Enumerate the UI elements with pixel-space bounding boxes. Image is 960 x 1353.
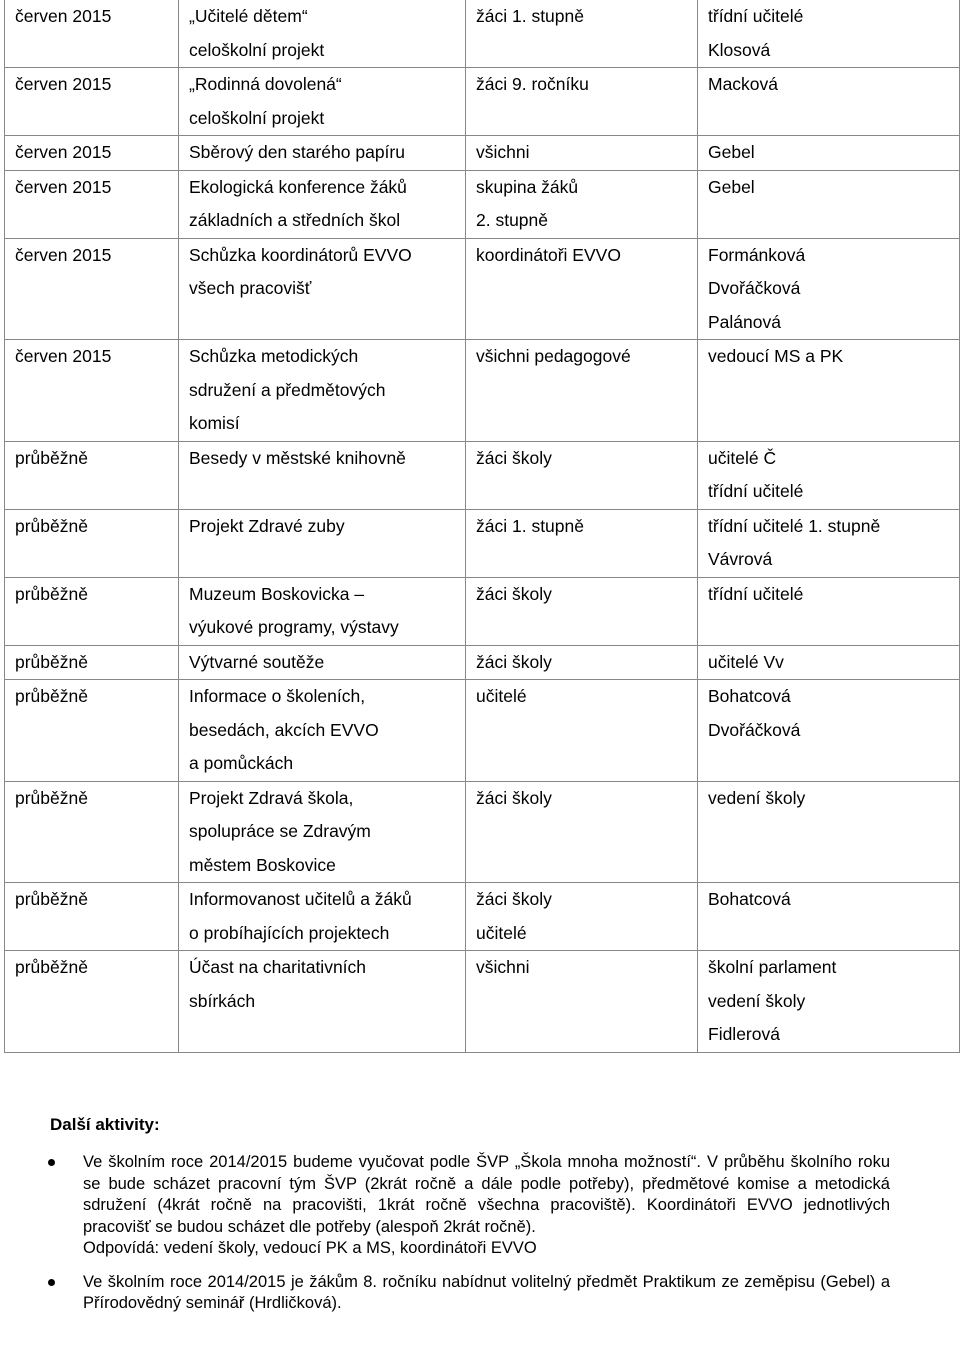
activity-plan-body — [5, 0, 960, 1052]
cell-activity: Informace o školeních, besedách, akcích EVVO a pomůckách — [179, 680, 466, 782]
cell-date: průběžně — [5, 680, 179, 782]
cell-date: průběžně — [5, 883, 179, 951]
cell-responsible: vedení školy — [698, 781, 960, 883]
cell-participants: žáci školy — [466, 577, 698, 645]
cell-responsible: Formánková Dvořáčková Palánová — [698, 238, 960, 340]
cell-date: průběžně — [5, 577, 179, 645]
cell-participants: všichni pedagogové — [466, 340, 698, 442]
cell-responsible: vedoucí MS a PK — [698, 340, 960, 442]
table-row — [5, 509, 960, 577]
activity-plan-table — [4, 0, 960, 1053]
bullet-text: Ve školním roce 2014/2015 je žákům 8. ročníku nabídnut volitelný předmět Praktikum ze zeměpisu (Gebel) a Přírodovědný seminář (Hrdličková). — [83, 1272, 890, 1312]
table-row — [5, 238, 960, 340]
cell-participants: všichni — [466, 136, 698, 171]
table-row — [5, 577, 960, 645]
cell-activity: Informovanost učitelů a žáků o probíhajících projektech — [179, 883, 466, 951]
cell-date: průběžně — [5, 509, 179, 577]
cell-responsible: učitelé Vv — [698, 645, 960, 680]
cell-date: průběžně — [5, 441, 179, 509]
cell-responsible: Bohatcová Dvořáčková — [698, 680, 960, 782]
cell-responsible: Gebel — [698, 170, 960, 238]
cell-responsible: Gebel — [698, 136, 960, 171]
cell-participants: žáci školy učitelé — [466, 883, 698, 951]
cell-activity: Sběrový den starého papíru — [179, 136, 466, 171]
cell-date: červen 2015 — [5, 238, 179, 340]
cell-date: průběžně — [5, 951, 179, 1053]
cell-date: červen 2015 — [5, 136, 179, 171]
cell-date: červen 2015 — [5, 340, 179, 442]
cell-activity: Besedy v městské knihovně — [179, 441, 466, 509]
cell-activity: Schůzka koordinátorů EVVO všech pracovišť — [179, 238, 466, 340]
cell-activity: Schůzka metodických sdružení a předmětových komisí — [179, 340, 466, 442]
table-row — [5, 680, 960, 782]
cell-activity: Projekt Zdravé zuby — [179, 509, 466, 577]
cell-participants: učitelé — [466, 680, 698, 782]
table-row — [5, 441, 960, 509]
bullet-icon — [48, 1279, 55, 1286]
cell-participants: žáci 1. stupně — [466, 509, 698, 577]
list-item — [40, 1272, 890, 1315]
cell-activity: „Rodinná dovolená“ celoškolní projekt — [179, 68, 466, 136]
cell-participants: koordinátoři EVVO — [466, 238, 698, 340]
table-row — [5, 883, 960, 951]
cell-participants: všichni — [466, 951, 698, 1053]
cell-date: průběžně — [5, 781, 179, 883]
cell-activity: Účast na charitativních sbírkách — [179, 951, 466, 1053]
cell-activity: Výtvarné soutěže — [179, 645, 466, 680]
cell-participants: žáci 9. ročníku — [466, 68, 698, 136]
cell-responsible: třídní učitelé — [698, 577, 960, 645]
cell-date: červen 2015 — [5, 68, 179, 136]
cell-participants: žáci školy — [466, 645, 698, 680]
cell-responsible: třídní učitelé Klosová — [698, 0, 960, 68]
cell-activity: Ekologická konference žáků základních a středních škol — [179, 170, 466, 238]
table-row — [5, 68, 960, 136]
table-row — [5, 0, 960, 68]
cell-date: červen 2015 — [5, 0, 179, 68]
table-row — [5, 170, 960, 238]
cell-participants: skupina žáků 2. stupně — [466, 170, 698, 238]
cell-responsible: Macková — [698, 68, 960, 136]
cell-responsible: Bohatcová — [698, 883, 960, 951]
cell-responsible: třídní učitelé 1. stupně Vávrová — [698, 509, 960, 577]
cell-responsible: školní parlament vedení školy Fidlerová — [698, 951, 960, 1053]
cell-activity: Projekt Zdravá škola, spolupráce se Zdravým městem Boskovice — [179, 781, 466, 883]
cell-participants: žáci školy — [466, 441, 698, 509]
cell-date: červen 2015 — [5, 170, 179, 238]
table-row — [5, 340, 960, 442]
bullet-responsible: Odpovídá: vedení školy, vedoucí PK a MS, koordinátoři EVVO — [83, 1239, 537, 1257]
section-heading: Další aktivity: — [50, 1115, 160, 1134]
table-row — [5, 951, 960, 1053]
cell-activity: „Učitelé dětem“ celoškolní projekt — [179, 0, 466, 68]
bullet-text: Ve školním roce 2014/2015 budeme vyučovat podle ŠVP „Škola mnoha možností“. V průběhu školního roku se bude scházet pracovní tým ŠVP (2krát ročně a dále podle potřeby), předmětové komise a metodická sdružení (4krát ročně na pracovišti, 1krát ročně všechna pracoviště). Koordinátoři EVVO jednotlivých pracovišť se budou scházet dle potřeby (alespoň 2krát ročně). — [83, 1153, 890, 1236]
bullet-icon — [48, 1159, 55, 1166]
table-row — [5, 645, 960, 680]
cell-participants: žáci školy — [466, 781, 698, 883]
cell-responsible: učitelé Č třídní učitelé — [698, 441, 960, 509]
table-row — [5, 781, 960, 883]
cell-activity: Muzeum Boskovicka – výukové programy, výstavy — [179, 577, 466, 645]
table-row — [5, 136, 960, 171]
list-item — [40, 1152, 890, 1260]
cell-participants: žáci 1. stupně — [466, 0, 698, 68]
cell-date: průběžně — [5, 645, 179, 680]
activity-bullet-list — [40, 1152, 890, 1315]
